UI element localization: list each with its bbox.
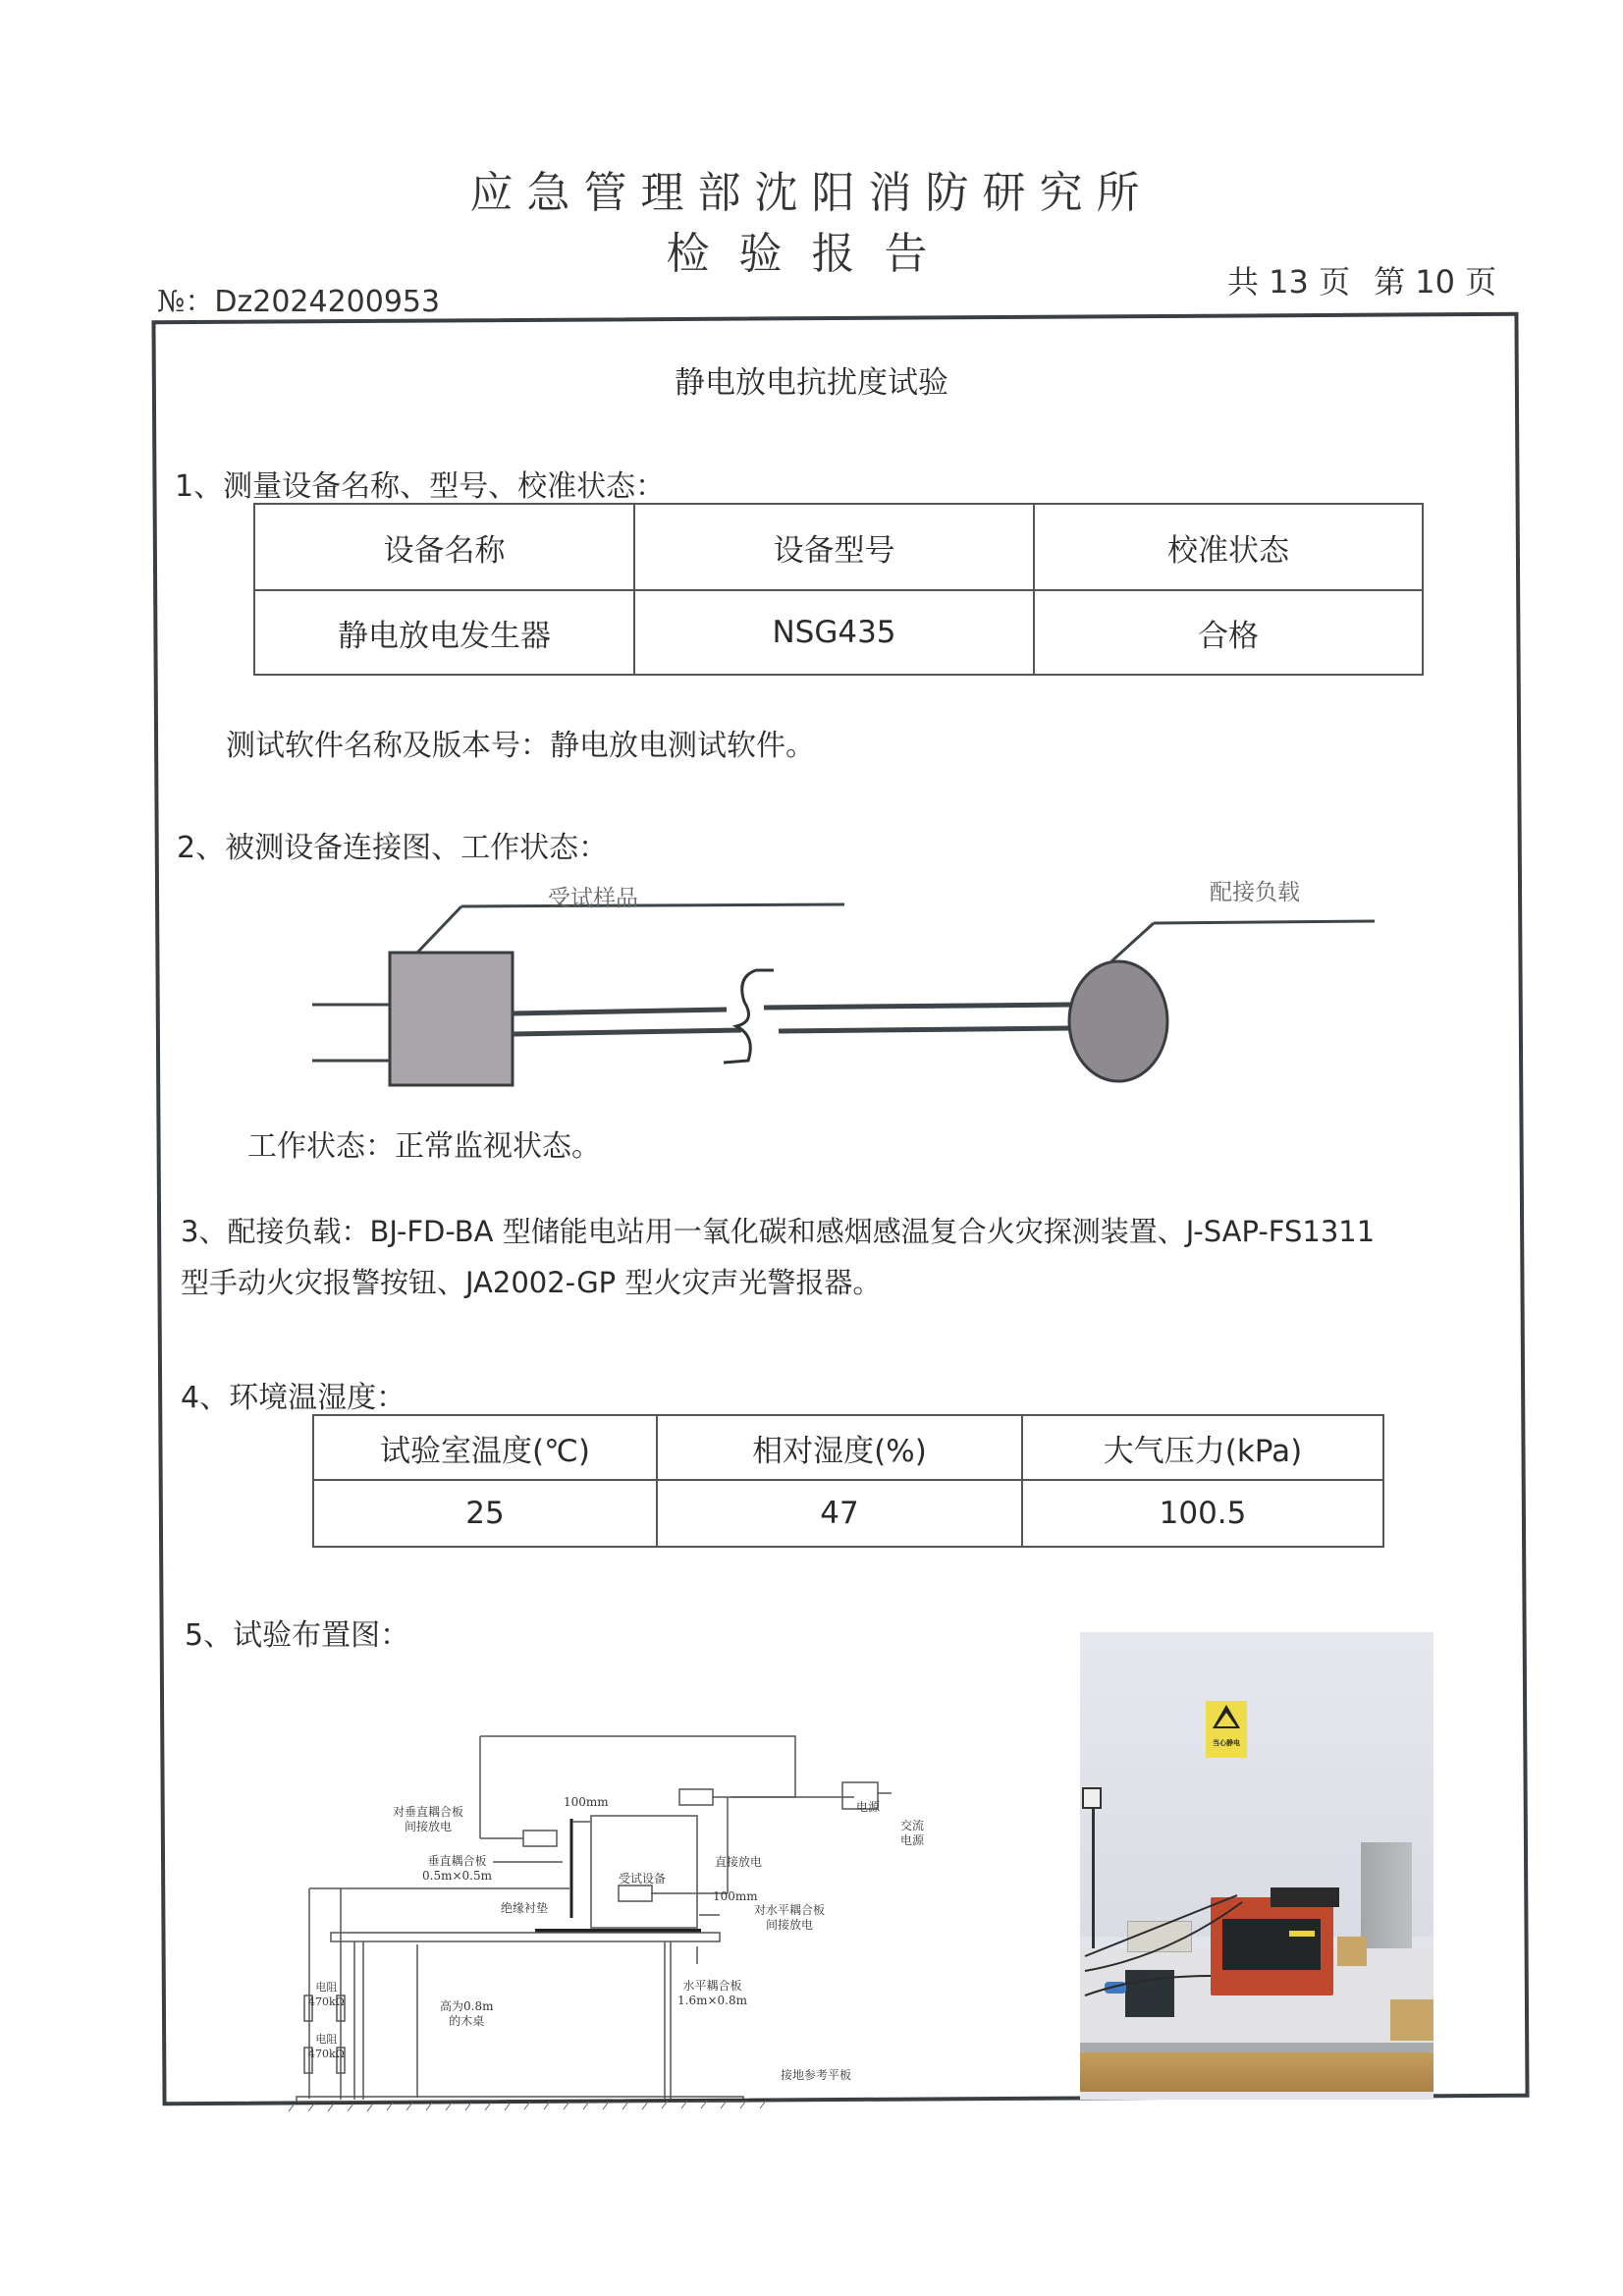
label-power: 电源 bbox=[856, 1800, 881, 1814]
section5-heading: 5、试验布置图： bbox=[185, 1618, 410, 1653]
header-cell: 校准状态 bbox=[1034, 504, 1423, 590]
section2-heading: 2、被测设备连接图、工作状态： bbox=[177, 831, 609, 865]
section-title: 静电放电抗扰度试验 bbox=[675, 365, 948, 401]
load-circle bbox=[1069, 961, 1167, 1081]
hcp-plate bbox=[331, 1933, 720, 1941]
header-cell: 大气压力(kPa) bbox=[1022, 1415, 1383, 1480]
header-cell: 设备名称 bbox=[254, 504, 634, 590]
load-leader-line bbox=[1154, 921, 1375, 923]
label-vcp: 垂直耦合板 0.5m×0.5m bbox=[422, 1854, 492, 1883]
equipment-table bbox=[253, 503, 1424, 676]
eut-leader-line bbox=[461, 904, 844, 906]
humidity-value: 47 bbox=[657, 1480, 1022, 1547]
eut-box bbox=[390, 953, 513, 1085]
label-100mm-top: 100mm bbox=[564, 1795, 609, 1809]
table-header-row bbox=[254, 504, 1423, 590]
label-direct: 直接放电 bbox=[715, 1855, 763, 1869]
label-grp: 接地参考平板 bbox=[781, 2068, 852, 2082]
label-insulation: 绝缘衬垫 bbox=[501, 1901, 549, 1915]
total-pages: 共 13 页 bbox=[1227, 263, 1351, 301]
warning-sign: 当心静电 bbox=[1206, 1701, 1247, 1758]
direct-gun bbox=[679, 1789, 713, 1805]
label-hcp-indirect: 对水平耦合板 间接放电 bbox=[754, 1903, 826, 1932]
document-number bbox=[157, 277, 440, 320]
label-hcp: 水平耦合板 1.6m×0.8m bbox=[677, 1979, 747, 2007]
label-vcp-indirect: 对垂直耦合板 间接放电 bbox=[393, 1805, 464, 1833]
vcp-gun bbox=[523, 1831, 557, 1846]
load-label: 配接负载 bbox=[1210, 880, 1300, 905]
calibration-status: 合格 bbox=[1034, 590, 1423, 675]
label-resistor-1: 电阻 470kΩ bbox=[308, 1981, 345, 2008]
label-table-height: 高为0.8m 的木桌 bbox=[440, 1999, 494, 2028]
report-title: 检验报告 bbox=[666, 229, 957, 279]
equipment-name: 静电放电发生器 bbox=[254, 590, 634, 675]
section3-line1: 3、配接负载：BJ-FD-BA 型储能电站用一氧化碳和感烟感温复合火灾探测装置、J-SAP-FS1311 bbox=[181, 1215, 1376, 1248]
header-cell: 试验室温度(℃) bbox=[313, 1415, 657, 1480]
header-cell: 相对湿度(%) bbox=[657, 1415, 1022, 1480]
work-state: 工作状态：正常监视状态。 bbox=[247, 1129, 601, 1164]
break-symbol bbox=[724, 970, 774, 1063]
header-cell: 设备型号 bbox=[634, 504, 1034, 590]
section4-heading: 4、环境温湿度： bbox=[181, 1381, 406, 1415]
current-page: 第 10 页 bbox=[1374, 263, 1497, 301]
software-info: 测试软件名称及版本号：静电放电测试软件。 bbox=[226, 729, 815, 763]
environment-table bbox=[312, 1414, 1384, 1548]
organization-title: 应急管理部沈阳消防研究所 bbox=[469, 168, 1154, 218]
test-layout-diagram bbox=[285, 1728, 933, 2121]
label-ac-power: 交流 电源 bbox=[900, 1819, 925, 1847]
equipment-model: NSG435 bbox=[634, 590, 1034, 675]
label-eut: 受试设备 bbox=[619, 1872, 667, 1886]
doc-number-value: Dz2024200953 bbox=[214, 285, 441, 319]
temperature-value: 25 bbox=[313, 1480, 657, 1547]
test-setup-photo bbox=[1080, 1632, 1434, 2100]
page-info bbox=[1227, 257, 1496, 302]
section3-line2: 型手动火灾报警按钮、JA2002-GP 型火灾声光警报器。 bbox=[181, 1266, 882, 1299]
label-100mm-side: 100mm bbox=[713, 1889, 758, 1903]
hcp-gun bbox=[619, 1886, 652, 1901]
eut-label: 受试样品 bbox=[548, 886, 638, 911]
table-header-row bbox=[313, 1415, 1383, 1480]
section1-heading: 1、测量设备名称、型号、校准状态： bbox=[175, 469, 666, 504]
doc-number-label: №： bbox=[157, 285, 215, 319]
label-resistor-2: 电阻 470kΩ bbox=[308, 2033, 345, 2060]
pressure-value: 100.5 bbox=[1022, 1480, 1383, 1547]
table-row bbox=[254, 590, 1423, 675]
table-row bbox=[313, 1480, 1383, 1547]
